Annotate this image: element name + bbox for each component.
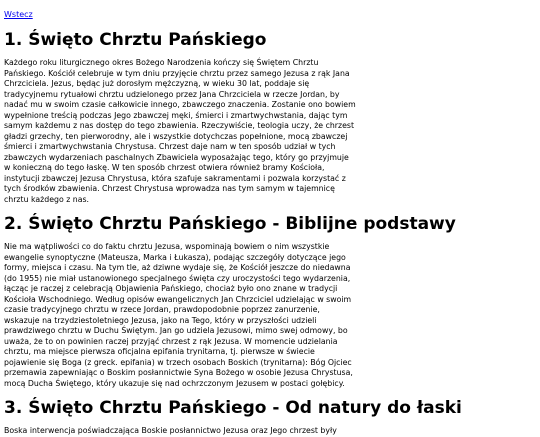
section-3 [4,397,536,437]
back-link[interactable]: Wstecz [4,10,33,19]
section-3-title: 3. Święto Chrztu Pańskiego - Od natury do łaski [4,398,462,418]
section-2-title: 2. Święto Chrztu Pańskiego - Biblijne podstawy [4,214,456,234]
section-1-text: Każdego roku liturgicznego okres Bożego Narodzenia kończy się Świętem Chrztu Pańskiego. Kościół celebruje w tym dniu przyjęcie chrztu przez samego Jezusa z rąk Jana Chrzciciela. Jezus, będąc już dorosłym mężczyzną, w wieku 30 lat, poddaje się tradycyjnemu rytuałowi chrztu udzielonego przez Jana Chrzciciela w rzecze Jordan, by nadać mu w swoim czasie całkowicie innego, zbawczego znaczenia. Zostanie ono bowiem wypełnione treścią podczas Jego zbawczej męki, śmierci i zmartwychwstania, dając tym samym każdemu z nas dostęp do tego zbawienia. Rzeczywiście, teologia uczy, że chrzest gładzi grzechy, ten pierworodny, ale i wszystkie dotychczas popełnione, mocą zbawczej śmierci i zmartwychwstania Chrystusa. Chrzest daje nam w ten sposób udział w tych zbawczych wydarzeniach paschalnych Zbawiciela wyposażając tego, który go przyjmuje w konieczną do tego łaskę. W ten sposób chrzest otwiera również bramy Kościoła, instytucji zbawczej Jezusa Chrystusa, która szafuje sakramentami i pozwala korzystać z tych środków zbawienia. Chrzest Chrystusa wprowadza nas tym samym w tajemnicę chrztu każdego z nas. [4,58,356,204]
section-2-text: Nie ma wątpliwości co do faktu chrztu Jezusa, wspominają bowiem o nim wszystkie ewangelie synoptyczne (Mateusza, Marka i Łukasza), podając szczegóły dotyczące jego formy, miejsca i czasu. Na tym tle, aż dziwne wydaje się, że Kościół jeszcze do niedawna (do 1955) nie miał ustanowionego specjalnego święta czy uroczystości tego wydarzenia, łącząc je raczej z celebracją Objawienia Pańskiego, chociaż było ono znane w tradycji Kościoła Wschodniego. Według opisów ewangelicznych Jan Chrzciciel udzielając w swoim czasie tradycyjnego chrztu w rzece Jordan, prawdopodobnie poprzez zanurzenie, wskazuje na trzydziestoletniego Jezusa, jako na Tego, który w przyszłości udzieli prawdziwego chrztu w Duchu Świętym. Jan go udziela Jezusowi, mimo swej odmowy, bo uważa, że to on powinien raczej przyjąć chrzest z rąk Jezusa. W momencie udzielania chrztu, ma miejsce pierwsza oficjalna epifania trynitarna, tj. pierwsze w świecie pojawienie się Boga (z greck. epifania) w trzech osobach Boskich (trynitarna): Bóg Ojciec przemawia zapewniając o Boskim posłannictwie Syna Bożego w osobie Jezusa Chrystusa, mocą Ducha Świętego, który ukazuje się nad ochrzczonym Jezusem w postaci gołębicy. [4,242,353,388]
section-3-text: Boska interwencja poświadczająca Boskie posłannictwo Jezusa oraz Jego chrzest były [4,426,337,435]
section-1-title: 1. Święto Chrztu Pańskiego [4,30,267,50]
section-2 [4,213,536,389]
section-1 [4,29,536,205]
